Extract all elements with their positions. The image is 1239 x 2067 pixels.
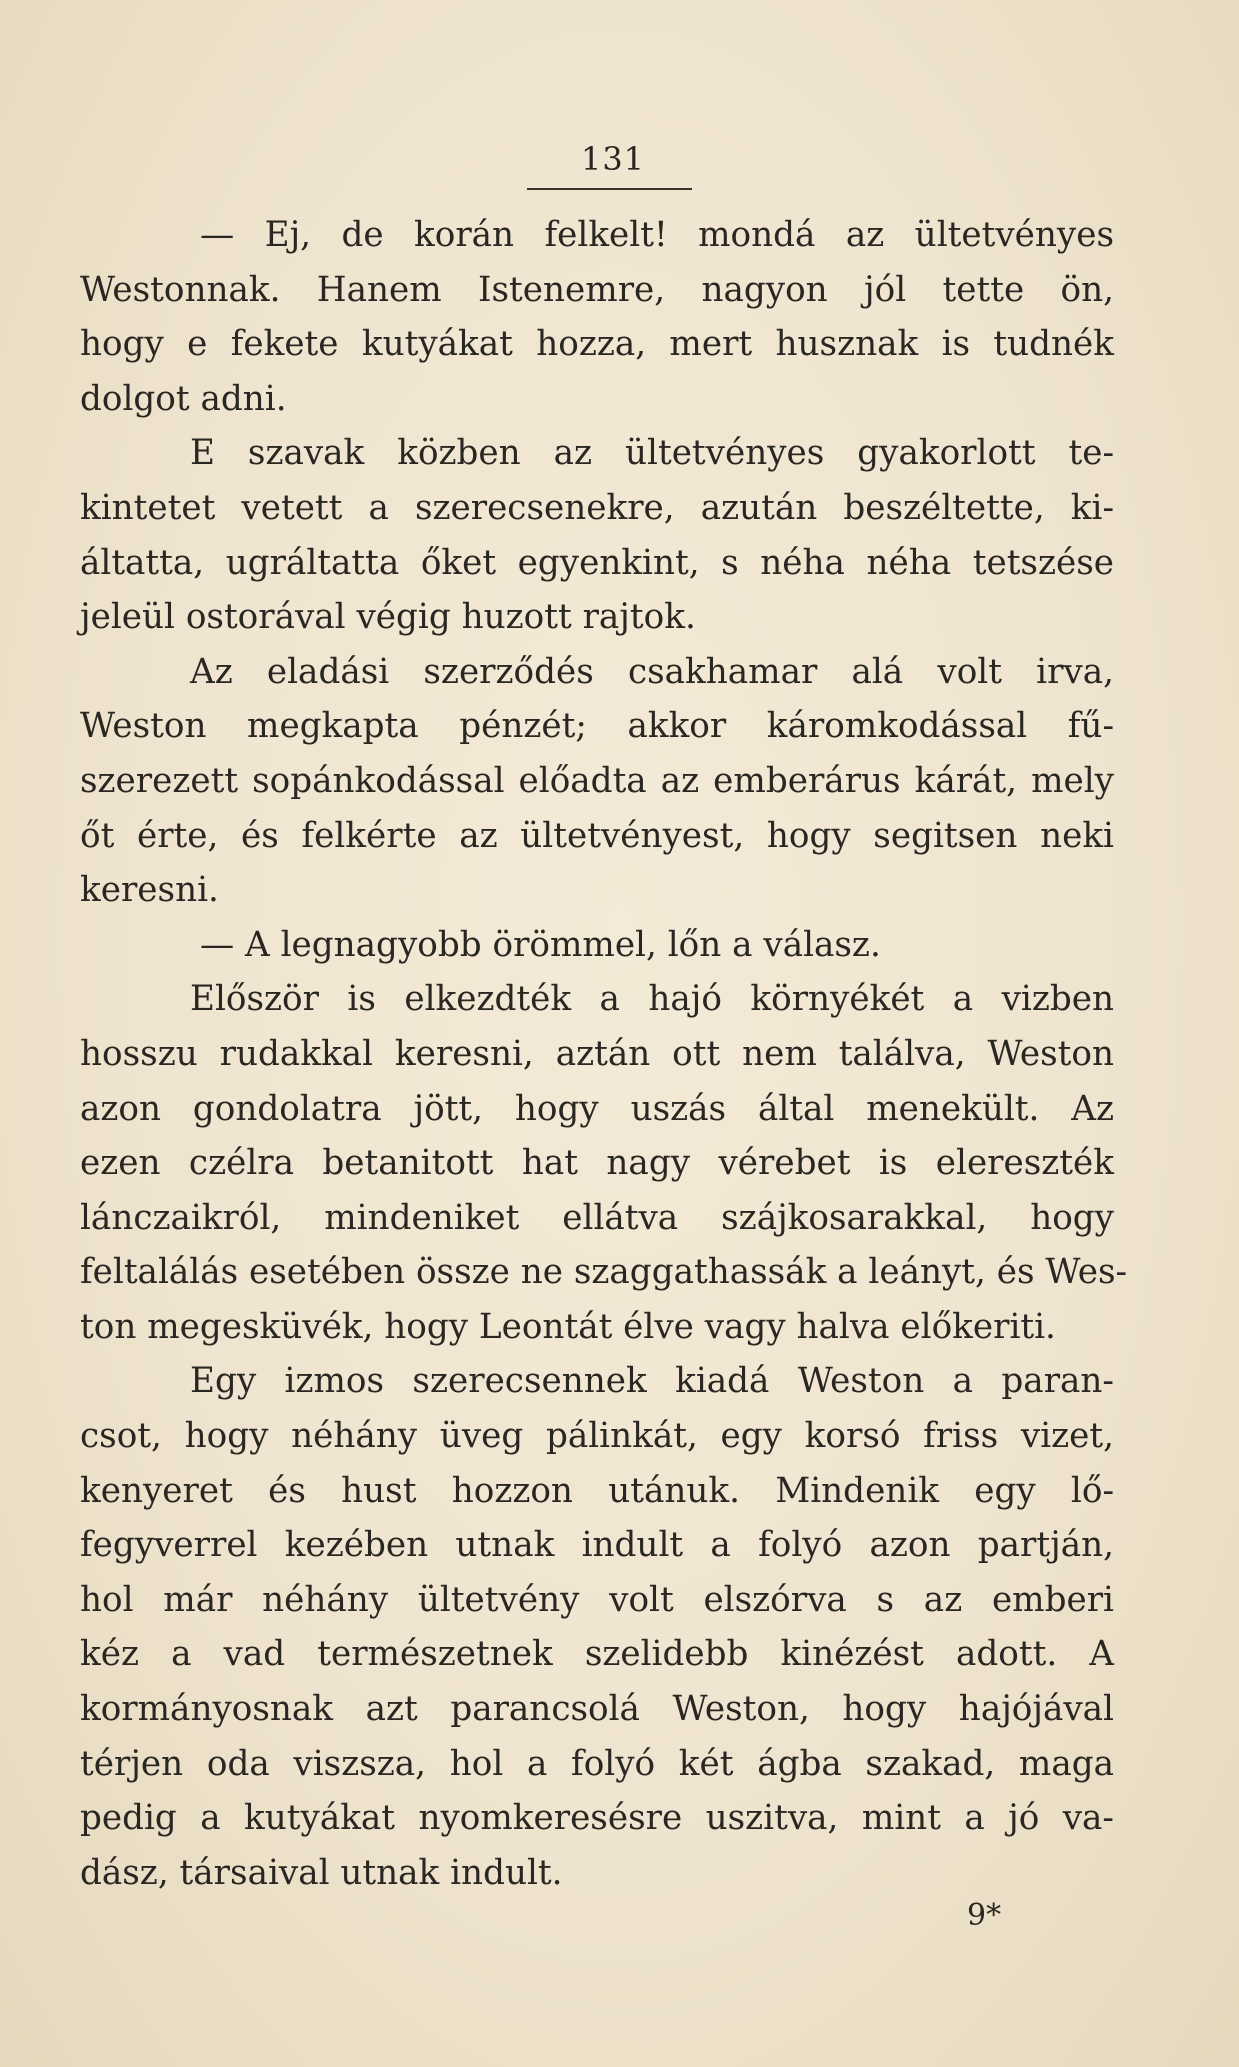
text-line: Weston megkapta pénzét; akkor káromkodással fű- [80, 706, 1114, 747]
text-line: őt érte, és felkérte az ültetvényest, hogy segitsen neki [80, 815, 1114, 856]
signature-mark: 9* [967, 1898, 1002, 1933]
text-line: E szavak közben az ültetvényes gyakorlott te- [190, 433, 1114, 474]
text-line: — Ej, de korán felkelt! mondá az ültetvényes [200, 215, 1114, 255]
text-line: Egy izmos szerecsennek kiadá Weston a paran- [190, 1361, 1114, 1402]
text-line: kéz a vad természetnek szelidebb kinézést adott. A [80, 1634, 1114, 1675]
text-line: hogy e fekete kutyákat hozza, mert husznak is tudnék [80, 324, 1114, 365]
text-line: kintetet vetett a szerecsenekre, azután beszéltette, ki- [80, 487, 1114, 528]
text-line: — A legnagyobb örömmel, lőn a válasz. [200, 924, 881, 965]
text-line: Először is elkezdték a hajó környékét a vizben [190, 979, 1114, 1020]
text-line: jeleül ostorával végig huzott rajtok. [80, 597, 696, 638]
text-line: hosszu rudakkal keresni, aztán ott nem találva, Weston [80, 1033, 1114, 1074]
text-line: áltatta, ugráltatta őket egyenkint, s néha néha tetszése [80, 542, 1114, 583]
text-line: Az eladási szerződés csakhamar alá volt irva, [190, 651, 1114, 692]
text-line: szerezett sopánkodással előadta az emberárus kárát, mely [80, 760, 1114, 801]
header-rule [527, 188, 692, 190]
text-line: dász, társaival utnak indult. [80, 1852, 563, 1893]
text-line: Westonnak. Hanem Istenemre, nagyon jól tette ön, [80, 269, 1114, 310]
text-line: azon gondolatra jött, hogy uszás által menekült. Az [80, 1088, 1114, 1129]
text-line: feltalálás esetében össze ne szaggathassák a leányt, és Wes- [80, 1252, 1128, 1293]
text-line: keresni. [80, 870, 219, 911]
text-line: ton megesküvék, hogy Leontát élve vagy halva előkeriti. [80, 1306, 1056, 1347]
text-line: hol már néhány ültetvény volt elszórva s az emberi [80, 1579, 1114, 1620]
text-line: kenyeret és hust hozzon utánuk. Mindenik egy lő- [80, 1470, 1114, 1511]
text-line: pedig a kutyákat nyomkeresésre uszitva, mint a jó va- [80, 1798, 1114, 1839]
text-line: dolgot adni. [80, 378, 287, 419]
text-line: fegyverrel kezében utnak indult a folyó azon partján, [80, 1525, 1114, 1566]
text-line: térjen oda viszsza, hol a folyó két ágba szakad, maga [80, 1743, 1114, 1784]
page-number: 131 [580, 140, 646, 178]
body-text [80, 208, 1128, 1900]
text-line: csot, hogy néhány üveg pálinkát, egy korsó friss vizet, [80, 1416, 1114, 1457]
text-line: ezen czélra betanitott hat nagy vérebet is elereszték [80, 1143, 1114, 1184]
text-line: lánczaikról, mindeniket ellátva szájkosarakkal, hogy [80, 1197, 1114, 1238]
text-line: kormányosnak azt parancsolá Weston, hogy hajójával [80, 1689, 1114, 1730]
